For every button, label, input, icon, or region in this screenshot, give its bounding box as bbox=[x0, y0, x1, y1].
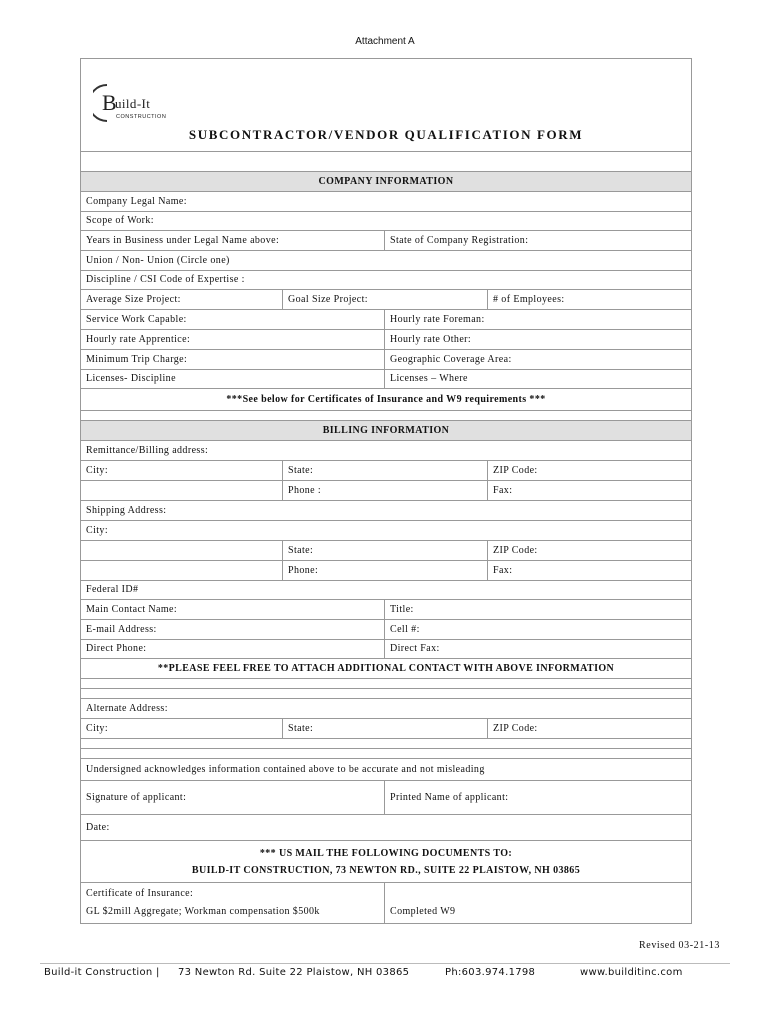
rate-foreman-field[interactable]: Hourly rate Foreman: bbox=[384, 310, 691, 329]
logo-initial: B bbox=[102, 90, 118, 115]
federal-id-field[interactable]: Federal ID# bbox=[86, 584, 139, 596]
w9-cell bbox=[384, 883, 691, 923]
licenses-where-field[interactable]: Licenses – Where bbox=[384, 370, 691, 389]
rate-other-field[interactable]: Hourly rate Other: bbox=[384, 330, 691, 349]
shipping-city-field[interactable]: City: bbox=[86, 524, 109, 536]
min-trip-charge-field[interactable]: Minimum Trip Charge: bbox=[86, 353, 188, 365]
alternate-address-field[interactable]: Alternate Address: bbox=[86, 703, 168, 714]
shipping-address-field[interactable]: Shipping Address: bbox=[86, 504, 167, 516]
attachment-label: Attachment A bbox=[355, 36, 415, 47]
billing-zip-field[interactable]: ZIP Code: bbox=[487, 461, 691, 480]
goal-size-field[interactable]: Goal Size Project: bbox=[282, 290, 487, 309]
shipping-phone-field[interactable]: Phone: bbox=[282, 561, 487, 580]
discipline-field[interactable]: Discipline / CSI Code of Expertise : bbox=[86, 274, 245, 286]
contact-title-field[interactable]: Title: bbox=[384, 600, 691, 619]
licenses-discipline-field[interactable]: Licenses- Discipline bbox=[86, 373, 176, 385]
alternate-zip-field[interactable]: ZIP Code: bbox=[487, 719, 691, 738]
alternate-state-field[interactable]: State: bbox=[282, 719, 487, 738]
mail-instructions bbox=[81, 841, 691, 882]
cell-field[interactable]: Cell #: bbox=[384, 620, 691, 639]
logo-sub-text: CONSTRUCTION bbox=[116, 114, 167, 120]
scope-of-work-field[interactable]: Scope of Work: bbox=[86, 215, 154, 227]
average-size-field[interactable]: Average Size Project: bbox=[86, 294, 181, 305]
qualification-form bbox=[80, 58, 692, 924]
w9-label: Completed W9 bbox=[390, 905, 456, 917]
shipping-fax-field[interactable]: Fax: bbox=[487, 561, 691, 580]
company-legal-name-field[interactable]: Company Legal Name: bbox=[86, 195, 187, 207]
union-field[interactable]: Union / Non- Union (Circle one) bbox=[86, 254, 230, 266]
employees-field[interactable]: # of Employees: bbox=[487, 290, 691, 309]
coi-label: Certificate of Insurance: bbox=[86, 888, 194, 899]
remittance-address-field[interactable]: Remittance/Billing address: bbox=[86, 445, 209, 456]
insurance-note: ***See below for Certificates of Insurance and W9 requirements *** bbox=[226, 394, 546, 405]
shipping-state-field[interactable]: State: bbox=[282, 541, 487, 560]
footer-address: 73 Newton Rd. Suite 22 Plaistow, NH 03865 bbox=[178, 967, 410, 978]
alternate-city-field[interactable]: City: bbox=[86, 723, 109, 734]
geo-coverage-field[interactable]: Geographic Coverage Area: bbox=[384, 350, 691, 369]
build-it-logo-icon bbox=[93, 81, 173, 125]
footer-company: Build-it Construction | bbox=[44, 967, 160, 978]
logo-main-text: uild-It bbox=[115, 96, 151, 111]
billing-fax-field[interactable]: Fax: bbox=[487, 481, 691, 500]
rate-apprentice-field[interactable]: Hourly rate Apprentice: bbox=[86, 333, 191, 345]
printed-name-field[interactable]: Printed Name of applicant: bbox=[384, 781, 691, 814]
direct-phone-field[interactable]: Direct Phone: bbox=[86, 643, 147, 655]
acknowledgement-text: Undersigned acknowledges information contained above to be accurate and not misleading bbox=[86, 764, 485, 775]
mail-line-1: *** US MAIL THE FOLLOWING DOCUMENTS TO: bbox=[259, 847, 513, 859]
state-registration-field[interactable]: State of Company Registration: bbox=[384, 231, 691, 250]
billing-phone-field[interactable]: Phone : bbox=[282, 481, 487, 500]
email-field[interactable]: E-mail Address: bbox=[86, 623, 157, 635]
form-header bbox=[81, 59, 691, 152]
form-title: SUBCONTRACTOR/VENDOR QUALIFICATION FORM bbox=[188, 127, 584, 142]
coi-detail: GL $2mill Aggregate; Workman compensation $500k bbox=[86, 906, 320, 917]
revised-date: Revised 03-21-13 bbox=[639, 940, 720, 951]
shipping-zip-field[interactable]: ZIP Code: bbox=[487, 541, 691, 560]
footer-website[interactable]: www.builditinc.com bbox=[580, 967, 683, 978]
service-work-field[interactable]: Service Work Capable: bbox=[86, 313, 187, 325]
billing-city-field[interactable]: City: bbox=[86, 465, 109, 476]
billing-info-header: BILLING INFORMATION bbox=[81, 421, 691, 440]
company-info-header: COMPANY INFORMATION bbox=[81, 172, 691, 191]
main-contact-field[interactable]: Main Contact Name: bbox=[86, 604, 178, 615]
insurance-cell bbox=[81, 883, 384, 923]
mail-line-2: BUILD-IT CONSTRUCTION, 73 NEWTON RD., SUITE 22 PLAISTOW, NH 03865 bbox=[191, 864, 581, 876]
signature-field[interactable]: Signature of applicant: bbox=[86, 792, 187, 803]
billing-state-field[interactable]: State: bbox=[282, 461, 487, 480]
attach-contact-note: **PLEASE FEEL FREE TO ATTACH ADDITIONAL CONTACT WITH ABOVE INFORMATION bbox=[157, 663, 615, 674]
direct-fax-field[interactable]: Direct Fax: bbox=[384, 640, 691, 659]
years-in-business-field[interactable]: Years in Business under Legal Name above: bbox=[86, 235, 280, 246]
footer-phone: Ph:603.974.1798 bbox=[445, 967, 536, 978]
date-field[interactable]: Date: bbox=[86, 822, 110, 833]
